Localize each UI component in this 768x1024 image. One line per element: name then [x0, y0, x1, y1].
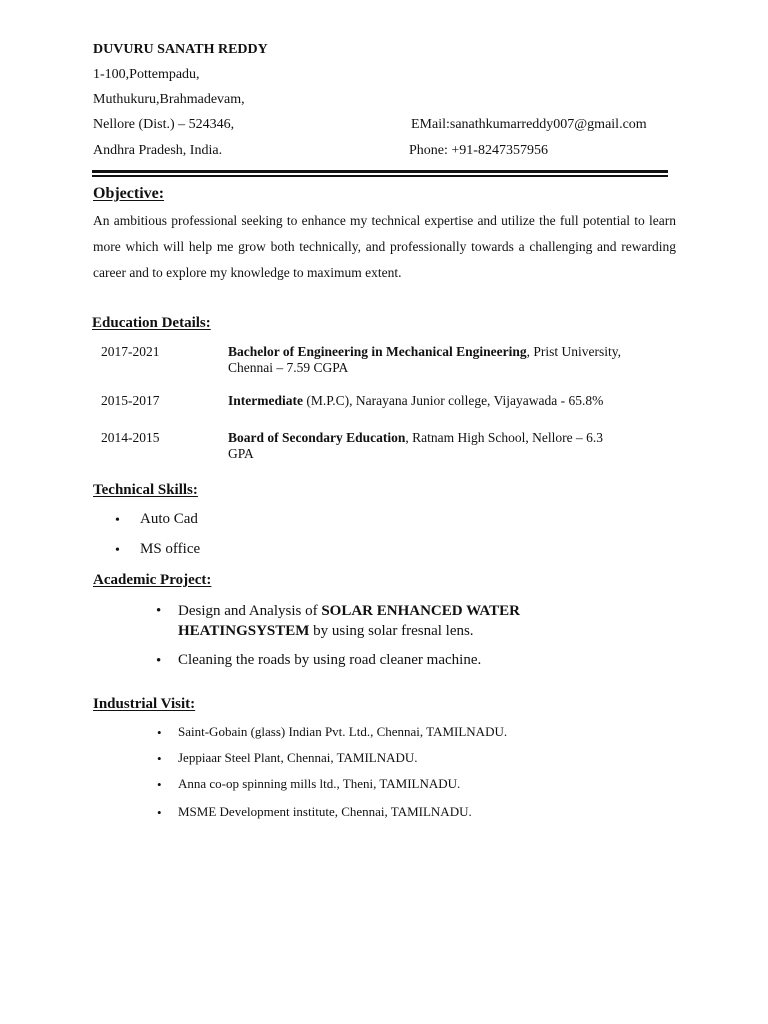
visit-item: Saint-Gobain (glass) Indian Pvt. Ltd., Chennai, TAMILNADU. — [178, 724, 508, 739]
bullet-icon: • — [157, 777, 162, 792]
edu-years: 2017-2021 — [101, 344, 160, 359]
bullet-icon: • — [157, 751, 162, 766]
bullet-icon: • — [156, 653, 162, 669]
visit-item: MSME Development institute, Chennai, TAMILNADU. — [178, 804, 472, 819]
edu-detail: (M.P.C), Narayana Junior college, Vijayawada - 65.8% — [302, 393, 604, 408]
project-item — [178, 601, 598, 641]
bullet-icon: • — [156, 603, 162, 619]
bullet-icon: • — [115, 543, 120, 558]
edu-description — [228, 430, 628, 462]
email-text: EMail:sanathkumarreddy007@gmail.com — [411, 117, 647, 132]
skill-item: MS office — [140, 541, 201, 557]
address-line-3: Nellore (Dist.) – 524346, — [93, 117, 235, 132]
visits-heading: Industrial Visit: — [93, 696, 196, 712]
bullet-icon: • — [157, 805, 162, 820]
edu-degree: Bachelor of Engineering in Mechanical Engineering — [228, 344, 527, 359]
edu-degree: Board of Secondary Education — [228, 430, 406, 445]
header-rule-thick — [92, 170, 668, 173]
objective-heading: Objective: — [93, 185, 165, 202]
skills-heading: Technical Skills: — [93, 482, 198, 498]
visit-item: Anna co-op spinning mills ltd., Theni, TAMILNADU. — [178, 776, 461, 791]
project-item-prefix: Design and Analysis of — [178, 603, 322, 619]
bullet-icon: • — [115, 513, 120, 528]
edu-degree: Intermediate — [228, 393, 303, 408]
edu-years: 2014-2015 — [101, 430, 160, 445]
edu-detail: , Prist University, Chennai – 7.59 CGPA — [228, 344, 621, 375]
bullet-icon: • — [157, 725, 162, 740]
project-heading: Academic Project: — [93, 572, 212, 588]
phone-text: Phone: +91-8247357956 — [409, 143, 548, 158]
objective-text: An ambitious professional seeking to enhance my technical expertise and utilize the full potential to learn more which will help me grow both technically, and professionally towards a challenging and rewarding career and to explore my knowledge to maximum extent. — [93, 213, 676, 280]
skill-item: Auto Cad — [140, 511, 198, 527]
visit-item: Jeppiaar Steel Plant, Chennai, TAMILNADU. — [178, 750, 418, 765]
address-line-2: Muthukuru,Brahmadevam, — [93, 92, 245, 107]
header-rule-thin — [92, 175, 668, 177]
address-line-1: 1-100,Pottempadu, — [93, 67, 200, 82]
project-item-suffix: by using solar fresnal lens. — [309, 623, 474, 639]
edu-description — [228, 393, 628, 409]
project-item-title: SOLAR ENHANCED WATER HEATINGSYSTEM — [178, 603, 520, 639]
edu-description — [228, 344, 628, 376]
project-item: Cleaning the roads by using road cleaner machine. — [178, 652, 482, 668]
education-heading: Education Details: — [92, 315, 211, 331]
edu-years: 2015-2017 — [101, 393, 160, 408]
candidate-name: DUVURU SANATH REDDY — [93, 42, 268, 57]
address-line-4: Andhra Pradesh, India. — [93, 143, 223, 158]
edu-detail: , Ratnam High School, Nellore – 6.3 GPA — [228, 430, 604, 461]
